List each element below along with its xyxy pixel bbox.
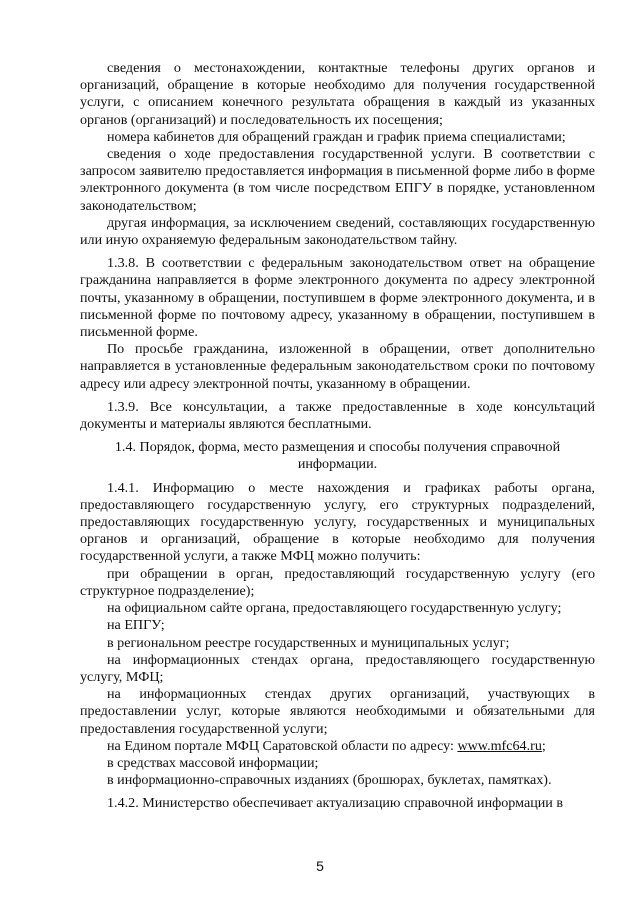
- page-number: 5: [316, 858, 324, 874]
- portal-suffix: ;: [541, 737, 546, 754]
- paragraph-1-3-9: 1.3.9. Все консультации, а также предоставленные в ходе консультаций документы и материалы являются бесплатными.: [80, 398, 595, 433]
- paragraph-1-4-1: 1.4.1. Информацию о месте нахождения и графиках работы органа, предоставляющего государственную услугу, его структурных подразделений, предоставляющих государственную услугу, государственных и муниципальных органов и организаций, обращение в которые необходимо для получения государственной услуги, а также МФЦ можно получить:: [80, 479, 595, 565]
- document-body: [80, 60, 595, 813]
- list-item: на официальном сайте органа, предоставляющего государственную услугу;: [107, 600, 562, 617]
- section-heading-line: 1.4. Порядок, форма, место размещения и способы получения справочной: [114, 439, 561, 456]
- portal-text: на Едином портале МФЦ Саратовской области по адресу:: [107, 737, 458, 754]
- list-item: при обращении в орган, предоставляющий государственную услугу (его структурное подразделение);: [80, 565, 595, 599]
- mfc-website-link[interactable]: www.mfc64.ru: [457, 737, 542, 754]
- list-item: на информационных стендах органа, предоставляющего государственную услугу, МФЦ;: [80, 651, 595, 685]
- paragraph: сведения о ходе предоставления государственной услуги. В соответствии с запросом заявителю предоставляется информация в письменной форме либо в форме электронного документа (в том числе посредством ЕПГУ в порядке, установленном законодательством;: [80, 146, 595, 214]
- paragraph-1-4-2: 1.4.2. Министерство обеспечивает актуализацию справочной информации в: [107, 795, 564, 812]
- list-item-portal: [80, 738, 595, 755]
- list-item: на ЕПГУ;: [107, 617, 165, 634]
- list-item: в региональном реестре государственных и муниципальных услуг;: [107, 634, 510, 651]
- paragraph: номера кабинетов для обращений граждан и график приема специалистами;: [107, 128, 566, 145]
- section-heading-1-4: [80, 439, 595, 473]
- list-item: на информационных стендах других организаций, участвующих в предоставлении услуг, которые являются необходимыми и обязательными для предоставления государственной услуги;: [80, 686, 595, 737]
- paragraph: сведения о местонахождении, контактные телефоны других органов и организаций, обращение в которые необходимо для получения государственной услуги, с описанием конечного результата обращения в каждый из указанных органов (организаций) и последовательность их посещения;: [80, 60, 595, 128]
- paragraph: другая информация, за исключением сведений, составляющих государственную или иную охраняемую федеральным законодательством тайну.: [80, 214, 595, 249]
- section-heading-line: информации.: [297, 456, 378, 473]
- paragraph: По просьбе гражданина, изложенной в обращении, ответ дополнительно направляется в установленные федеральным законодательством сроки по почтовому адресу или адресу электронной почты, указанному в обращении.: [80, 341, 595, 392]
- list-item: в информационно-справочных изданиях (брошюрах, буклетах, памятках).: [107, 772, 552, 789]
- list-item: в средствах массовой информации;: [107, 754, 319, 771]
- paragraph-1-3-8: 1.3.8. В соответствии с федеральным законодательством ответ на обращение гражданина направляется в форме электронного документа по адресу электронной почты, указанному в обращении, поступившем в форме электронного документа, и в письменной форме по почтовому адресу, указанному в обращении, поступившем в письменной форме.: [80, 255, 595, 341]
